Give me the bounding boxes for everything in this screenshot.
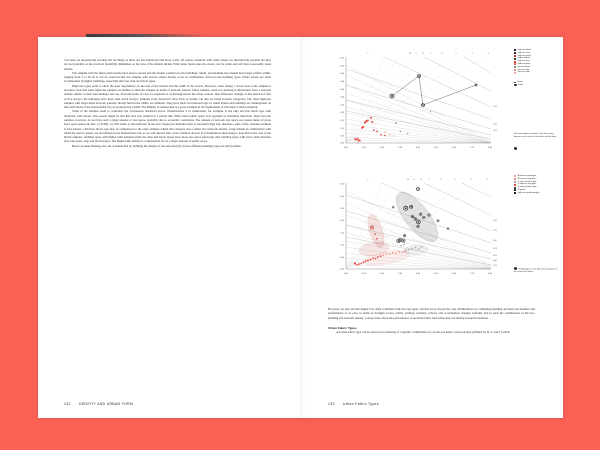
svg-text:1.00: 1.00 xyxy=(493,220,497,222)
legend-label: F hybrid xyxy=(517,188,526,191)
svg-text:2.00: 2.00 xyxy=(340,220,344,223)
legend-label: mid-rise block xyxy=(517,57,531,60)
legend-label: mid-rise strip xyxy=(517,60,530,63)
legend-item xyxy=(514,192,539,195)
svg-text:2.50: 2.50 xyxy=(340,208,344,210)
legend-label: E mid-rise block type xyxy=(517,186,537,189)
folio-number: 133 xyxy=(328,402,335,406)
svg-text:0.70: 0.70 xyxy=(470,147,474,149)
legend-swatch xyxy=(514,66,516,68)
legend-label: island xyxy=(517,81,523,83)
legend-swatch xyxy=(514,184,516,186)
caption-text: Building types in the Spacemate diagram on the scale of the fabric. xyxy=(514,268,558,274)
svg-text:0.50: 0.50 xyxy=(434,273,438,275)
caption-text: Size and keypoint symbols in the Spacemate diagram on the scale of the island and the fabric. xyxy=(514,133,558,138)
svg-text:L: L xyxy=(367,53,369,55)
svg-text:0.50: 0.50 xyxy=(493,255,497,257)
left-page-body-text xyxy=(64,58,271,148)
svg-text:10: 10 xyxy=(406,179,410,181)
svg-text:0.10: 0.10 xyxy=(493,106,497,108)
svg-text:0.00: 0.00 xyxy=(344,273,348,275)
fabric-marker-icon xyxy=(514,84,517,87)
svg-text:0.50: 0.50 xyxy=(493,240,497,242)
island-marker-icon xyxy=(514,82,516,84)
svg-text:9: 9 xyxy=(415,53,417,55)
legend-swatch xyxy=(514,72,516,74)
paragraph: However, we also see that higher N is often combined with low-rise types, but this is not always the case. Furthermore, by combining building and network densities, the performance of an area, in terms of daylight access, public, parking, urbanity, privacy and crowdedness changes radically and in such the combination of the two, building and network density, convey more about the performance of an urban fabric than when they are merely treated in isolation. xyxy=(328,307,535,320)
legend-label: low-rise point xyxy=(517,71,530,74)
top-chart-caption xyxy=(514,133,558,138)
svg-text:0.60: 0.60 xyxy=(452,273,456,275)
top-chart-legend xyxy=(514,49,531,74)
svg-text:0.20: 0.20 xyxy=(380,147,384,149)
figure-bottom-spacemate-fabric xyxy=(324,173,560,297)
legend-label: C low-rise block type xyxy=(517,180,537,183)
legend-swatch xyxy=(514,52,516,54)
svg-text:8: 8 xyxy=(422,53,424,55)
legend-label: low-rise block xyxy=(517,65,531,68)
svg-text:0.70: 0.70 xyxy=(470,273,474,275)
svg-text:0.25: 0.25 xyxy=(493,124,497,126)
svg-text:0.35: 0.35 xyxy=(340,88,344,91)
legend-swatch xyxy=(514,61,516,63)
svg-text:0.25: 0.25 xyxy=(493,248,497,250)
svg-text:0.30: 0.30 xyxy=(398,147,402,149)
legend-swatch xyxy=(514,192,516,194)
legend-label: high-rise point/strip type xyxy=(517,191,540,194)
svg-text:0.60: 0.60 xyxy=(452,147,456,149)
svg-text:0.50: 0.50 xyxy=(434,147,438,149)
svg-text:0.10: 0.10 xyxy=(340,127,344,130)
svg-text:7: 7 xyxy=(430,53,432,55)
paragraph: Some of the samples seem to contradict the conclusions described above. Waterkwartier 2 in Amsterdam, for example, is the only low-rise block type with relatively wide streets. One reason might be that this area was realised in a period like 1930s when public space was regarded as extremely important. Most low-rise samples, however, do not have such a large amount of tare space, probably due to economic constraints. The amount of network tare space per square metre of gross floor space (network ratio, or SOM), we will return to this indicator in the next chapter) in Waterkwartier is extremely high and, therefore, quite costly. Another example is Java Island, a mid-rise block type that, in comparison to the other samples within this category, has a rather low network density. Large islands in combination with relatively narrow streets are uncommon in the Netherlands, but, as we will discuss later, more common abroad. It is furthermore interesting to note that in the case of the Dutch samples, building types with higher built densities (mid-rise strip and block types) have more tare space (network) than building types with lower built densities (low-rise point, strip and block types). The higher built density is compensated for by a larger amount of public space. xyxy=(64,109,271,144)
svg-text:1.00: 1.00 xyxy=(340,244,344,247)
paragraph: Based on these findings one can conclude that by defining the density of the network (N), several different building types are still possible. xyxy=(72,143,242,148)
svg-text:0.45: 0.45 xyxy=(340,73,344,76)
legend-label: A low-rise point type xyxy=(517,175,537,177)
svg-text:5: 5 xyxy=(455,53,457,55)
legend-label: high-rise block xyxy=(517,49,531,51)
svg-text:10: 10 xyxy=(408,53,412,55)
svg-text:0.00: 0.00 xyxy=(340,142,344,145)
book-spread xyxy=(38,37,563,418)
figure-top-spacemate-island xyxy=(324,45,560,165)
paragraph: 5 m deep are theoretically possible but not likely as these are less functional and more costly. Of course, solutions with wider streets are theoretically possible but they are not probable as the practical feasibility diminishes as the size of the islands shrink. With larger mesh sizes the streets can be wider and still have reasonably sized islands. xyxy=(64,58,271,71)
svg-text:0.55: 0.55 xyxy=(340,57,344,60)
svg-text:0.00: 0.00 xyxy=(340,268,344,271)
fabric-scale-icon xyxy=(514,267,517,270)
svg-text:0.40: 0.40 xyxy=(340,81,344,83)
svg-text:3.00: 3.00 xyxy=(340,195,344,198)
svg-text:1.50: 1.50 xyxy=(340,232,344,235)
svg-text:0.50: 0.50 xyxy=(340,256,344,259)
svg-text:0.40: 0.40 xyxy=(416,147,420,149)
svg-text:3: 3 xyxy=(486,179,488,181)
folio-right xyxy=(328,402,379,406)
svg-text:6: 6 xyxy=(440,179,442,181)
running-head: Urban Fabric Types xyxy=(343,402,379,406)
svg-text:7: 7 xyxy=(428,179,430,181)
legend-label: D mid-rise strip type xyxy=(517,183,536,186)
folio-left xyxy=(64,402,133,406)
left-page xyxy=(38,37,300,418)
running-head: DENSITY AND URBAN FORM xyxy=(79,402,133,406)
legend-label: low-rise strip xyxy=(517,68,530,71)
svg-text:0.10: 0.10 xyxy=(362,147,366,149)
svg-text:4: 4 xyxy=(471,53,473,55)
svg-text:0.20: 0.20 xyxy=(340,112,344,115)
svg-text:4: 4 xyxy=(470,179,472,181)
svg-text:0.05: 0.05 xyxy=(340,135,344,138)
svg-text:9: 9 xyxy=(413,179,415,181)
svg-text:0.25: 0.25 xyxy=(340,104,344,107)
bottom-chart-legend xyxy=(514,175,539,195)
paragraph: An urban fabric type can be viewed as consisting of a specific combination of, on the one hand, a network type (defined by N, b, and T) which xyxy=(336,330,510,335)
svg-text:L: L xyxy=(367,179,369,181)
svg-text:8: 8 xyxy=(420,179,422,181)
svg-text:0.40: 0.40 xyxy=(416,273,420,275)
svg-text:0.20: 0.20 xyxy=(380,273,384,275)
legend-item xyxy=(514,84,523,87)
legend-swatch xyxy=(514,187,516,189)
svg-text:0.75: 0.75 xyxy=(493,230,497,232)
svg-text:3.50: 3.50 xyxy=(340,183,344,186)
svg-text:0.30: 0.30 xyxy=(340,96,344,99)
legend-label: fabric xyxy=(518,83,524,86)
svg-text:0.50: 0.50 xyxy=(493,130,497,132)
legend-label: high-rise point xyxy=(517,54,531,57)
svg-text:5: 5 xyxy=(454,179,456,181)
legend-label: B low-rise strip type xyxy=(517,177,536,180)
svg-text:6: 6 xyxy=(441,53,443,55)
top-chart-scale-legend xyxy=(514,81,523,87)
folio-number: 132 xyxy=(64,402,71,406)
section-heading: Urban Fabric Types xyxy=(328,325,357,330)
paragraph: The samples with the finest grain mostly have narrow streets and the islands contain low-rise buildings. Small- and medium-size islands have larger profile widths, ranging from 5 to 40 m. It can be observed that the samples with narrow streets mostly occur in combination with low-rise building types. Wider streets are often accompanied by higher buildings, especially mid-rise strip and block types. xyxy=(64,70,271,84)
right-page-body-text xyxy=(328,307,535,334)
legend-swatch xyxy=(514,178,516,180)
svg-text:0.60: 0.60 xyxy=(493,260,497,262)
right-page xyxy=(306,37,563,418)
legend-swatch xyxy=(514,69,516,71)
bottom-chart-caption xyxy=(514,267,558,274)
fabric-scale-icon xyxy=(514,147,517,150)
svg-text:0.00: 0.00 xyxy=(344,147,348,149)
svg-text:0.80: 0.80 xyxy=(488,273,492,275)
svg-text:0.75: 0.75 xyxy=(493,265,497,267)
svg-text:0.80: 0.80 xyxy=(488,147,492,149)
svg-text:0.30: 0.30 xyxy=(398,273,402,275)
paragraph: High-rise types seem to show the least dependency on the size of the islands and the width of the streets. However, when taking a closer look at the samples it becomes clear that some high-rise samples are similar to mid-rise samples in terms of network pattern. These samples, such as Landsong in Rotterdam, have a network density similar to their surroundings and can, from this point of view, be regarded as well-integrated in the urban context. One difference, though, is that instead of four to five storeys, the buildings have more than seven storeys. Samples from downtown New York or Seattle can also be found in these categories. The other high-rise samples with larger-sized network patterns, mostly built in the 1960s, are different. They have their own internal logic in which streets and buildings are disintegrated, in line with ideals of the functionalist city as promoted by CIAM. The Bijlmer in Amsterdam is a good example in the Netherlands of this kind of urban planning. xyxy=(64,83,271,110)
top-chart-caption-marker xyxy=(514,147,558,151)
svg-text:0.15: 0.15 xyxy=(340,120,344,122)
svg-text:3: 3 xyxy=(487,53,489,55)
svg-text:0.10: 0.10 xyxy=(362,273,366,275)
legend-label: high-rise strip xyxy=(517,51,530,54)
legend-swatch xyxy=(514,58,516,60)
svg-text:0.50: 0.50 xyxy=(340,65,344,68)
legend-label: mid-rise point xyxy=(517,62,530,65)
